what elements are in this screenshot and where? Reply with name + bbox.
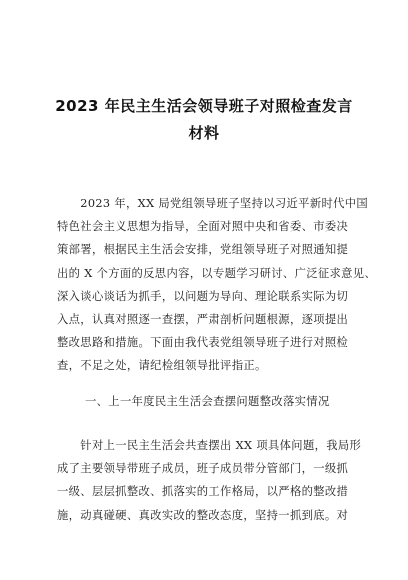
- paragraph-line: 成了主要领导带班子成员，班子成员带分管部门，一级抓: [57, 462, 349, 476]
- paragraph-line: 特色社会主义思想为指导，全面对照中央和省委、市委决: [57, 220, 349, 234]
- document-title-line2: 材料: [188, 124, 220, 142]
- paragraph-line: 深入谈心谈话为抓手，以问题为导向、理论联系实际为切: [57, 289, 349, 303]
- paragraph-line: 施，动真碰硬、真改实改的整改态度，坚持一抓到底。对: [57, 508, 349, 522]
- document-title-line1: 2023 年民主生活会领导班子对照检查发言: [55, 97, 353, 115]
- paragraph-line: 出的 X 个方面的反思内容，以专题学习研讨、广泛征求意见、: [57, 266, 377, 280]
- paragraph-line: 整改思路和措施。下面由我代表党组领导班子进行对照检: [57, 336, 349, 350]
- paragraph-line: 入点，认真对照逐一查摆，严肃剖析问题根源，逐项提出: [57, 313, 349, 327]
- paragraph-line: 策部署，根据民主生活会安排，党组领导班子对照通知提: [57, 243, 349, 257]
- section-heading: 一、上一年度民主生活会查摆问题整改落实情况: [85, 395, 330, 408]
- paragraph-line: 针对上一民主生活会共查摆出 XX 项具体问题，我局形: [57, 439, 362, 452]
- paragraph-line: 一级、层层抓整改、抓落实的工作格局，以严格的整改措: [57, 485, 349, 499]
- section-paragraph: [57, 434, 362, 527]
- paragraph-line: 2023 年，XX 局党组领导班子坚持以习近平新时代中国: [57, 197, 369, 210]
- intro-paragraph: [57, 192, 377, 378]
- paragraph-line: 查，不足之处，请纪检组领导批评指正。: [57, 359, 267, 373]
